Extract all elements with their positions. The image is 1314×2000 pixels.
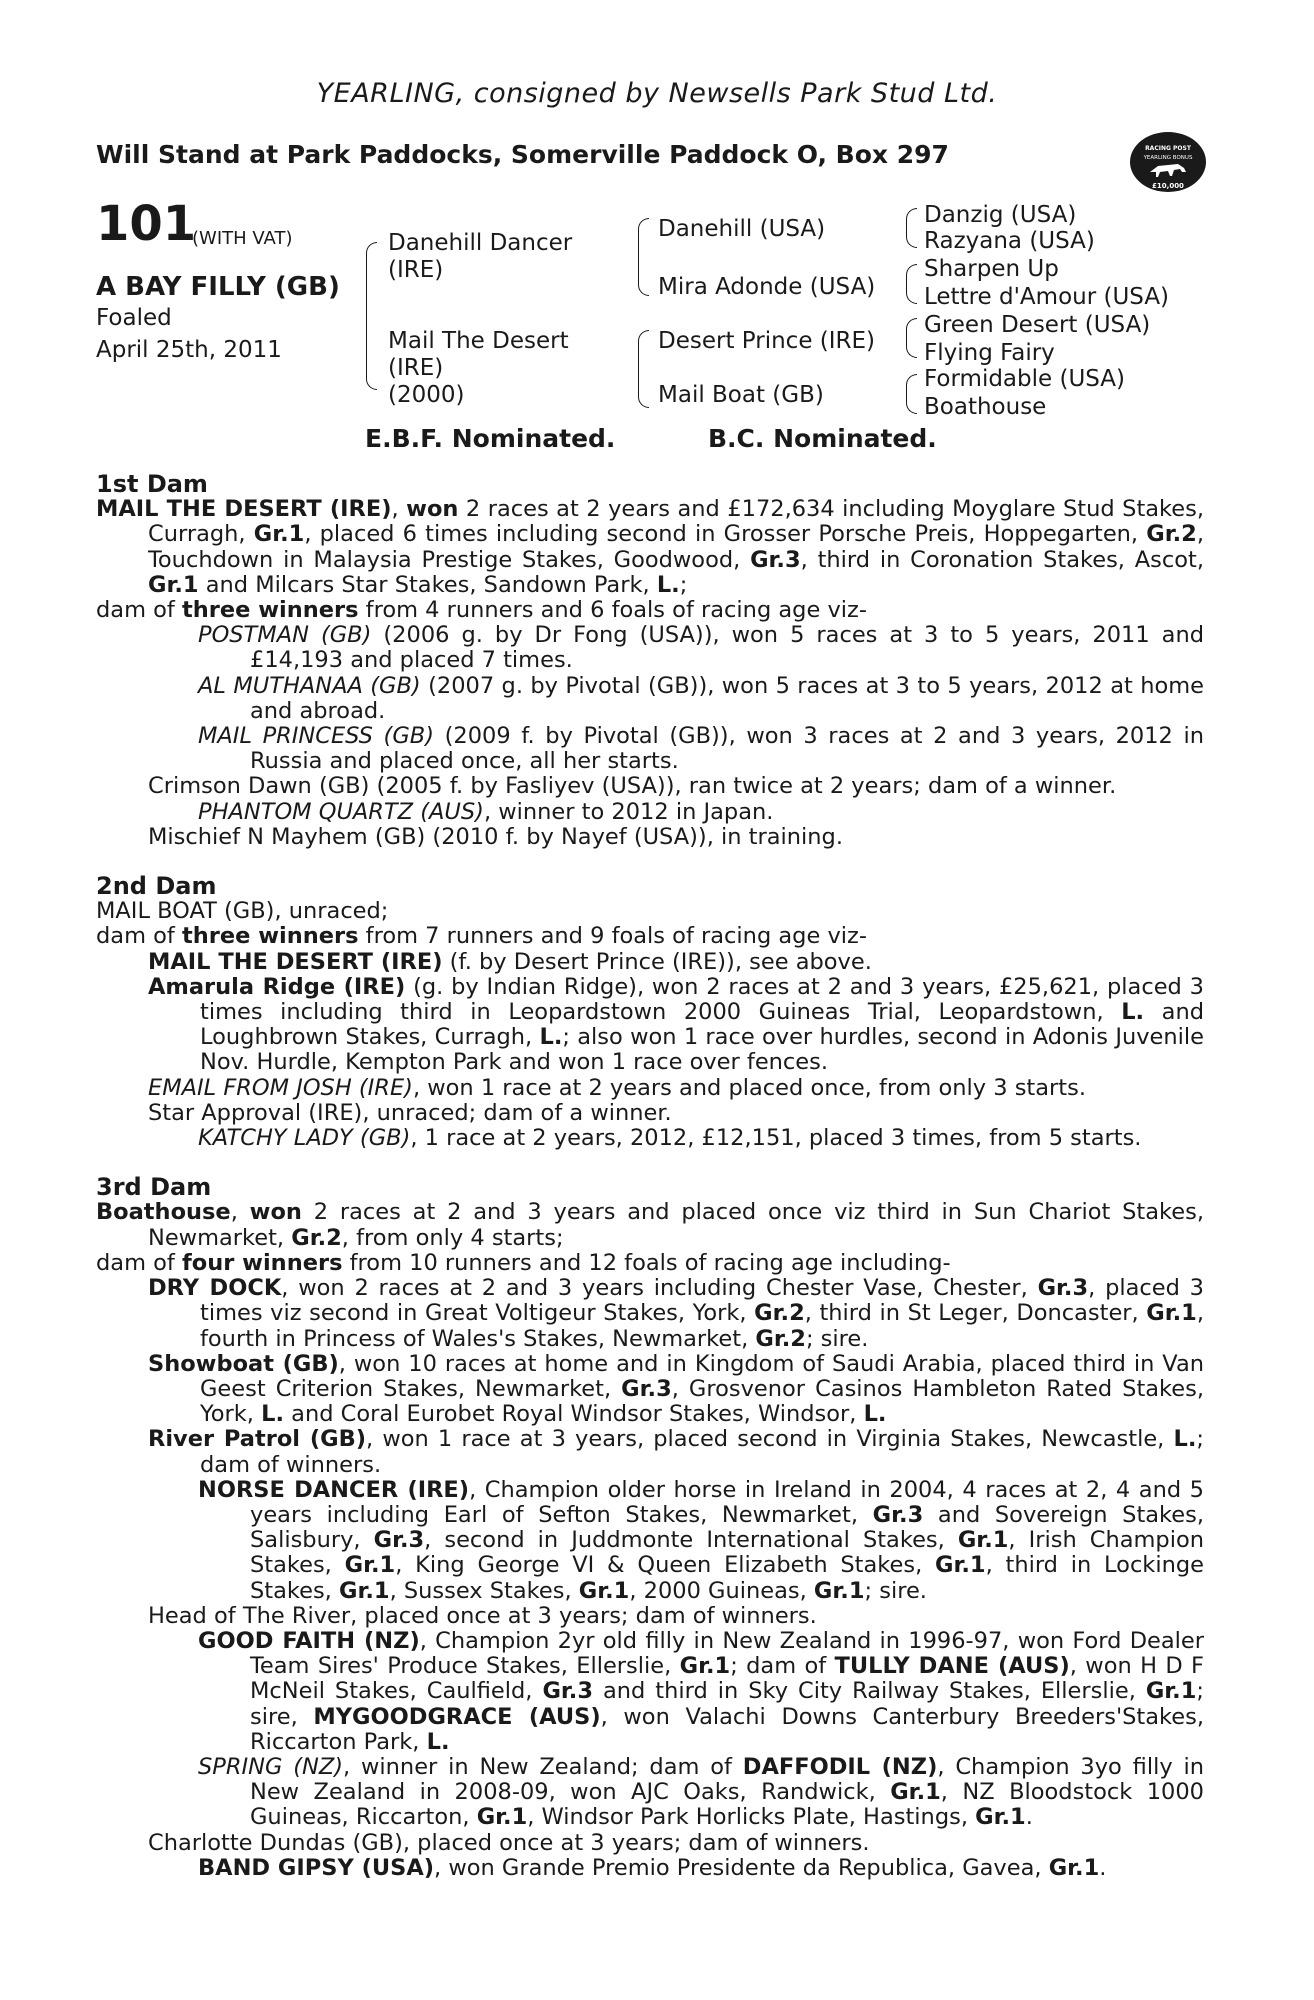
pedigree-sdd: Lettre d'Amour (USA) (924, 284, 1170, 310)
pedigree-brace-dam-side (638, 330, 649, 408)
third-dam-grandfoal-norse-dancer: NORSE DANCER (IRE), Champion older horse in Ireland in 2004, 4 races at 2, 4 and 5 years including Earl of Sefton Stakes, Newmarket, Gr.3 and Sovereign Stakes, Salisbury, Gr.3, second in Juddmonte International Stakes, Gr.1, Irish Champion Stakes, Gr.1, King George VI & Queen Elizabeth Stakes, Gr.1, third in Lockinge Stakes, Gr.1, Sussex Stakes, Gr.1, 2000 Guineas, Gr.1; sire. (198, 1476, 1204, 1604)
third-dam-heading: 3rd Dam (96, 1173, 212, 1202)
lot-foaled (96, 302, 282, 366)
pedigree-dss: Green Desert (USA) (924, 312, 1151, 338)
pedigree-sire (388, 230, 572, 284)
bc-nominated: B.C. Nominated. (708, 424, 937, 453)
first-dam-foal-5: Mischief N Mayhem (GB) (2010 f. by Nayef (USA)), in training. (148, 823, 843, 850)
foaled-date: April 25th, 2011 (96, 337, 282, 363)
second-dam-foal-1: MAIL THE DESERT (IRE) (f. by Desert Prince (IRE)), see above. (148, 948, 872, 975)
second-dam-line: MAIL BOAT (GB), unraced; (96, 898, 389, 925)
pedigree-notes (96, 472, 1204, 1881)
foaled-label: Foaled (96, 305, 172, 331)
ebf-nominated: E.B.F. Nominated. (365, 424, 616, 453)
pedigree-brace-parents (366, 242, 377, 390)
pedigree-sire-dam: Mira Adonde (USA) (658, 274, 876, 300)
first-dam-foal-4: Crimson Dawn (GB) (2005 f. by Fasliyev (USA)), ran twice at 2 years; dam of a winner. (148, 773, 1117, 800)
third-dam-foal-charlotte-dundas: Charlotte Dundas (GB), placed once at 3 years; dam of winners. (148, 1829, 870, 1856)
pedigree-dds: Formidable (USA) (924, 366, 1126, 392)
logo-text-middle: YEARLING BONUS (1143, 155, 1193, 161)
second-dam-foal-4: Star Approval (IRE), unraced; dam of a winner. (148, 1099, 672, 1126)
lot-name: A BAY FILLY (GB) (96, 272, 340, 302)
pedigree-brace-3 (906, 318, 917, 358)
yearling-bonus-logo (1128, 128, 1208, 196)
third-dam-foal-river-patrol: River Patrol (GB), won 1 race at 3 years, placed second in Virginia Stakes, Newcastle, L.; dam of winners. (148, 1426, 1204, 1478)
third-dam-grandfoal-band-gipsy: BAND GIPSY (USA), won Grande Premio Presidente da Republica, Gavea, Gr.1. (198, 1854, 1107, 1881)
stand-location: Will Stand at Park Paddocks, Somerville Paddock O, Box 297 (96, 140, 949, 169)
dam-year: (2000) (388, 382, 465, 408)
pedigree-sss: Danzig (USA) (924, 202, 1077, 228)
second-dam-foal-4-child: KATCHY LADY (GB), 1 race at 2 years, 2012, £12,151, placed 3 times, from 5 starts. (198, 1125, 1142, 1152)
logo-text-top: RACING POST (1145, 145, 1191, 152)
first-dam-name: MAIL THE DESERT (IRE) (96, 496, 392, 523)
pedigree-dam (388, 328, 569, 409)
second-dam-foal-3: EMAIL FROM JOSH (IRE), won 1 race at 2 years and placed once, from only 3 starts. (148, 1074, 1086, 1101)
second-dam-heading: 2nd Dam (96, 872, 217, 901)
sire-name: Danehill Dancer (388, 230, 573, 256)
second-dam-produce-line: dam of three winners from 7 runners and 9 foals of racing age viz- (96, 923, 867, 950)
pedigree-brace-4 (906, 374, 917, 414)
third-dam-summary: Boathouse, won 2 races at 2 and 3 years and placed once viz third in Sun Chariot Stakes, Newmarket, Gr.2, from only 4 starts; (96, 1199, 1204, 1251)
dam-name: Mail The Desert (388, 328, 569, 354)
pedigree-sire-sire: Danehill (USA) (658, 216, 826, 242)
third-dam-grandfoal-good-faith: GOOD FAITH (NZ), Champion 2yr old filly in New Zealand in 1996-97, won Ford Dealer Team Sires' Produce Stakes, Ellerslie, Gr.1; dam of TULLY DANE (AUS), won H D F McNeil Stakes, Caulfield, Gr.3 and third in Sky City Railway Stakes, Ellerslie, Gr.1; sire, MYGOODGRACE (AUS), won Valachi Downs Canterbury Breeders'Stakes, Riccarton Park, L. (198, 1627, 1204, 1755)
third-dam-produce-line: dam of four winners from 10 runners and 12 foals of racing age including- (96, 1249, 951, 1276)
page-title: YEARLING, consigned by Newsells Park Stud Ltd. (316, 78, 998, 109)
lot-vat: (WITH VAT) (192, 228, 293, 249)
sire-origin: (IRE) (388, 257, 444, 283)
pedigree-dam-dam: Mail Boat (GB) (658, 382, 824, 408)
lot-number: 101 (96, 196, 197, 252)
first-dam-foal-2: AL MUTHANAA (GB) (2007 g. by Pivotal (GB)), won 5 races at 3 to 5 years, 2012 at home and abroad. (198, 672, 1204, 724)
first-dam-foal-4-child: PHANTOM QUARTZ (AUS), winner to 2012 in Japan. (198, 798, 774, 825)
first-dam-heading: 1st Dam (96, 470, 208, 498)
pedigree-brace-2 (906, 264, 917, 304)
first-dam-produce-line: dam of three winners from 4 runners and 6 foals of racing age viz- (96, 597, 867, 624)
first-dam-foal-3: MAIL PRINCESS (GB) (2009 f. by Pivotal (GB)), won 3 races at 2 and 3 years, 2012 in Russia and placed once, all her starts. (198, 723, 1204, 775)
third-dam-foal-dry-dock: DRY DOCK, won 2 races at 2 and 3 years including Chester Vase, Chester, Gr.3, placed 3 times viz second in Great Voltigeur Stakes, York, Gr.2, third in St Leger, Doncaster, Gr.1, fourth in Princess of Wales's Stakes, Newmarket, Gr.2; sire. (148, 1275, 1205, 1352)
logo-text-amount: £10,000 (1152, 182, 1184, 190)
dam-origin: (IRE) (388, 355, 444, 381)
pedigree-brace-sire-side (638, 218, 649, 296)
pedigree-ddd: Boathouse (924, 394, 1047, 420)
pedigree-sds: Sharpen Up (924, 256, 1059, 282)
pedigree-dsd: Flying Fairy (924, 340, 1055, 366)
second-dam-foal-2: Amarula Ridge (IRE) (g. by Indian Ridge), won 2 races at 2 and 3 years, £25,621, placed 3 times including third in Leopardstown 2000 Guineas Trial, Leopardstown, L. and Loughbrown Stakes, Curragh, L.; also won 1 race over hurdles, second in Adonis Juvenile Nov. Hurdle, Kempton Park and won 1 race over fences. (148, 973, 1205, 1076)
third-dam-grandfoal-spring: SPRING (NZ), winner in New Zealand; dam of DAFFODIL (NZ), Champion 3yo filly in New Zealand in 2008-09, won AJC Oaks, Randwick, Gr.1, NZ Bloodstock 1000 Guineas, Riccarton, Gr.1, Windsor Park Horlicks Plate, Hastings, Gr.1. (198, 1753, 1204, 1831)
first-dam-foal-1: POSTMAN (GB) (2006 g. by Dr Fong (USA)), won 5 races at 3 to 5 years, 2011 and £14,193 and placed 7 times. (198, 622, 1204, 674)
third-dam-foal-showboat: Showboat (GB), won 10 races at home and in Kingdom of Saudi Arabia, placed third in Van Geest Criterion Stakes, Newmarket, Gr.3, Grosvenor Casinos Hambleton Rated Stakes, York, L. and Coral Eurobet Royal Windsor Stakes, Windsor, L. (148, 1350, 1205, 1428)
first-dam-summary: MAIL THE DESERT (IRE), won 2 races at 2 years and £172,634 including Moyglare Stud Stakes, Curragh, Gr.1, placed 6 times including second in Grosser Porsche Preis, Hoppegarten, Gr.2, Touchdown in Malaysia Prestige Stakes, Goodwood, Gr.3, third in Coronation Stakes, Ascot, Gr.1 and Milcars Star Stakes, Sandown Park, L.; (96, 496, 1204, 598)
third-dam-foal-head-of-the-river: Head of The River, placed once at 3 years; dam of winners. (148, 1602, 817, 1629)
pedigree-ssd: Razyana (USA) (924, 228, 1095, 254)
pedigree-dam-sire: Desert Prince (IRE) (658, 328, 876, 354)
pedigree-brace-1 (906, 208, 917, 248)
